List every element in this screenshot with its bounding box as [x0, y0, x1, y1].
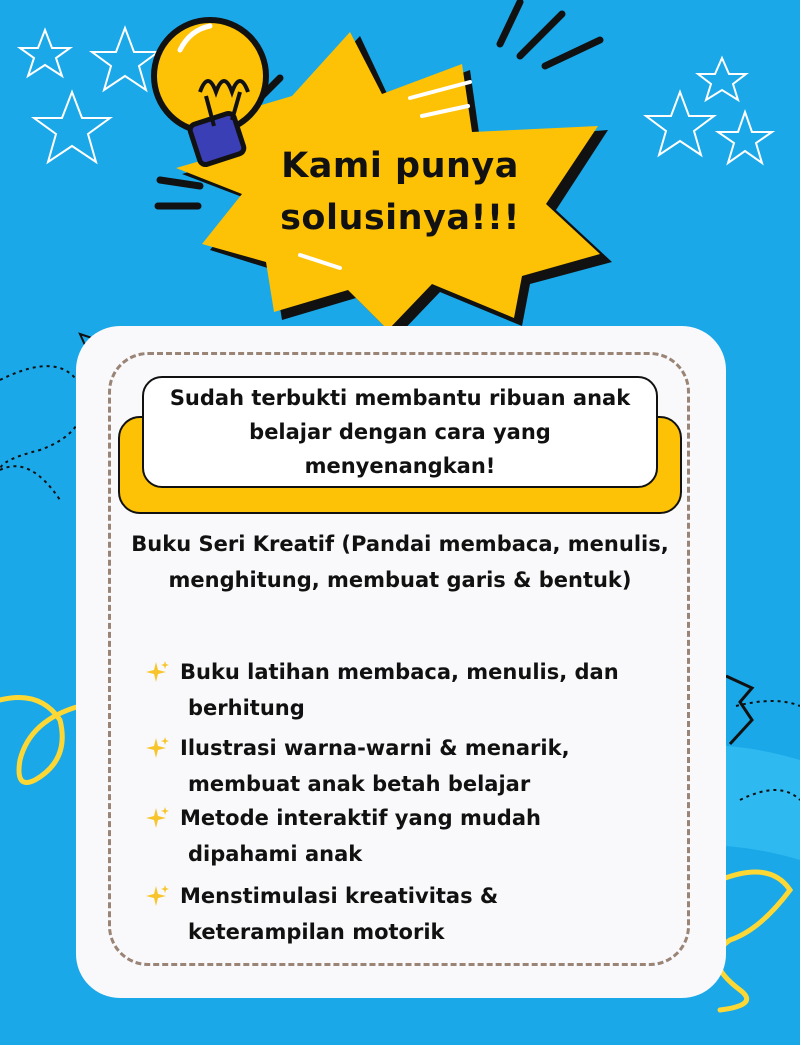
- headline-line-1: Kami punya: [281, 146, 519, 186]
- feature-text-line-2: dipahami anak: [188, 842, 363, 866]
- product-title: Buku Seri Kreatif (Pandai membaca, menulis, menghitung, membuat garis & bentuk): [131, 532, 669, 592]
- feature-text-line-2: berhitung: [188, 696, 305, 720]
- feature-item: [144, 800, 688, 872]
- dotted-loop: [0, 366, 83, 470]
- feature-item: [144, 878, 688, 950]
- feature-item: [144, 730, 688, 802]
- feature-text-line-1: Metode interaktif yang mudah: [180, 806, 541, 830]
- sparkles-icon: [144, 736, 170, 762]
- squiggle-shape: [717, 872, 790, 1010]
- feature-text-line-2: membuat anak betah belajar: [188, 772, 531, 796]
- feature-text-line-1: Buku latihan membaca, menulis, dan: [180, 660, 619, 684]
- star-icon: [20, 28, 158, 162]
- feature-item: [144, 654, 688, 726]
- feature-text-line-2: keterampilan motorik: [188, 920, 445, 944]
- callout-text: Sudah terbukti membantu ribuan anak belajar dengan cara yang menyenangkan!: [169, 386, 631, 478]
- star-icon: [646, 58, 772, 163]
- feature-text-line-1: Menstimulasi kreativitas &: [180, 884, 499, 908]
- sparkles-icon: [144, 884, 170, 910]
- arrow-shape: [726, 676, 752, 744]
- feature-text-line-1: Ilustrasi warna-warni & menarik,: [180, 736, 570, 760]
- squiggle-shape: [0, 698, 80, 783]
- sparkles-icon: [144, 806, 170, 832]
- headline-line-2: solusinya!!!: [280, 198, 520, 238]
- headline: [250, 140, 550, 244]
- sparkles-icon: [144, 660, 170, 686]
- callout-box: [142, 376, 658, 488]
